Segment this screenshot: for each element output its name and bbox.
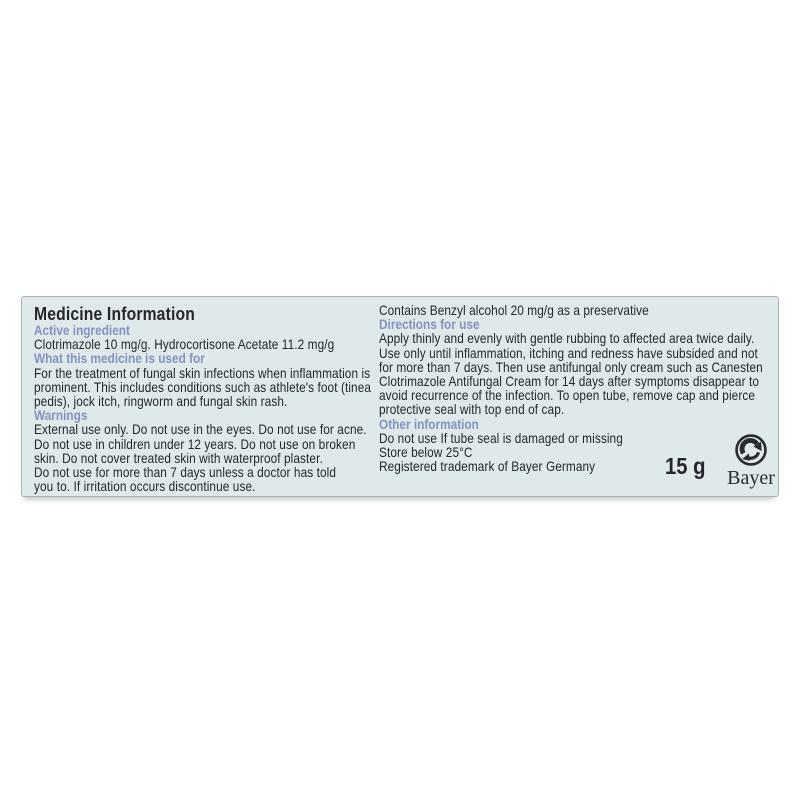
body-what-used-for: For the treatment of fungal skin infections when inflammation is prominent. This includes conditions such as athlete's foot (tinea pedis), jock itch, ringworm and fungal skin rash. (34, 365, 372, 410)
heading-active-ingredient: Active ingredient (34, 323, 130, 338)
net-weight-label: 15 g (665, 453, 706, 479)
green-dot-recycling-icon (734, 433, 768, 467)
other-info-line-trademark: Registered trademark of Bayer Germany (379, 459, 596, 475)
bayer-logo-text: Bayer (727, 467, 775, 489)
other-info-line-storage: Store below 25°C (379, 445, 473, 461)
other-info-line-seal: Do not use If tube seal is damaged or missing (379, 430, 623, 446)
body-warnings: External use only. Do not use in the eyes. Do not use for acne. Do not use in children under 12 years. Do not use on broken skin. Do not cover treated skin with waterproof plaster. Do not use for more than 7 days unless a doctor has told you to. If irritation occurs discontinue use. (34, 422, 367, 495)
medicine-information-panel (21, 296, 779, 497)
left-column (34, 304, 403, 494)
brand-block (716, 433, 786, 488)
heading-warnings: Warnings (34, 408, 88, 424)
heading-directions: Directions for use (379, 317, 480, 333)
panel-title: Medicine Information (34, 304, 195, 324)
body-active-ingredient: Clotrimazole 10 mg/g. Hydrocortisone Acetate 11.2 mg/g (34, 337, 335, 353)
heading-other-information: Other information (379, 416, 479, 432)
heading-what-used-for: What this medicine is used for (34, 351, 205, 367)
preservative-note: Contains Benzyl alcohol 20 mg/g as a preservative (379, 303, 649, 318)
body-directions: Apply thinly and evenly with gentle rubbing to affected area twice daily. Use only until inflammation, itching and redness have subsided and not for more than 7 days. Then use antifungal only cream such as Canesten Clotrimazole Antifungal Cream for 14 days after symptoms disappear to avoid recurrence of the infection. To open tube, remove cap and pierce protective seal with top end of cap. (379, 331, 763, 418)
